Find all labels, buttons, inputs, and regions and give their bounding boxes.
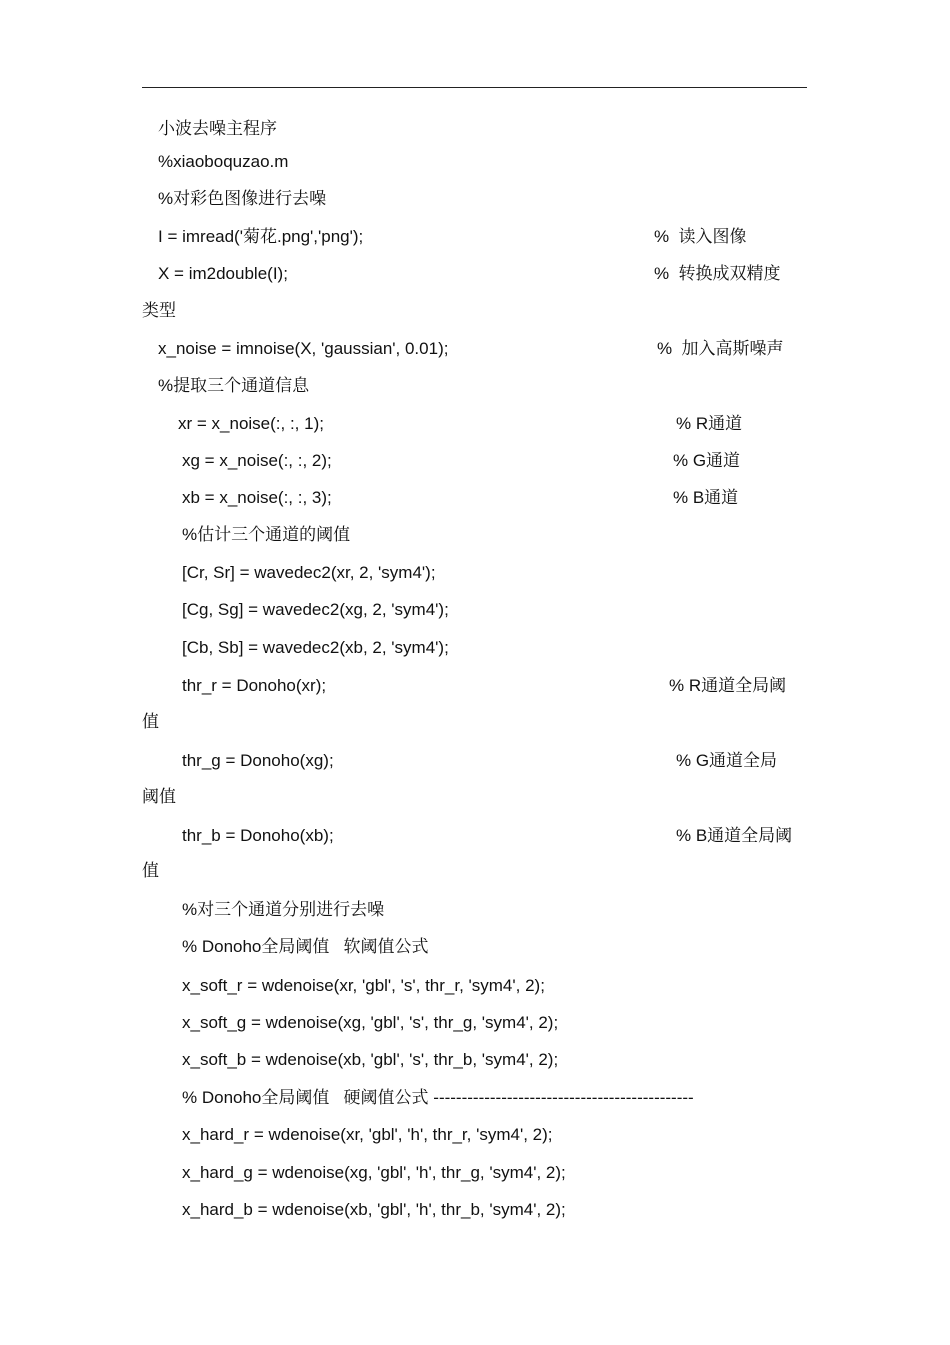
code-line: x_hard_r = wdenoise(xr, 'gbl', 'h', thr_r, 'sym4', 2); [182,1125,553,1144]
header-rule [142,87,807,88]
code-line: x_hard_b = wdenoise(xb, 'gbl', 'h', thr_b, 'sym4', 2); [182,1200,566,1219]
code-comment-line: % Donoho全局阈值 硬阈值公式 ---------------------------------------------- [182,1088,694,1107]
code-line: xr = x_noise(:, :, 1); [178,414,324,433]
code-comment-line: %提取三个通道信息 [158,376,310,395]
inline-comment: % 转换成双精度 [654,264,781,283]
inline-comment: % R通道全局阈 [669,676,787,695]
code-line: xb = x_noise(:, :, 3); [182,488,332,507]
inline-comment: % R通道 [676,414,743,433]
code-line: %xiaoboquzao.m [158,152,289,171]
inline-comment: % G通道全局 [676,751,778,770]
code-line: I = imread('菊花.png','png'); [158,227,364,246]
comment-wrap: 阈值 [142,787,176,806]
code-line: x_soft_b = wdenoise(xb, 'gbl', 's', thr_b, 'sym4', 2); [182,1050,559,1069]
inline-comment: % B通道全局阈 [676,826,793,845]
code-line: X = im2double(I); [158,264,288,283]
inline-comment: % G通道 [673,451,741,470]
inline-comment: % 读入图像 [654,227,747,246]
code-line: xg = x_noise(:, :, 2); [182,451,332,470]
code-line: x_noise = imnoise(X, 'gaussian', 0.01); [158,339,449,358]
code-line: [Cb, Sb] = wavedec2(xb, 2, 'sym4'); [182,638,449,657]
code-line: x_soft_r = wdenoise(xr, 'gbl', 's', thr_r, 'sym4', 2); [182,976,545,995]
inline-comment: % B通道 [673,488,739,507]
code-line: thr_g = Donoho(xg); [182,751,334,770]
code-line: [Cr, Sr] = wavedec2(xr, 2, 'sym4'); [182,563,436,582]
comment-wrap: 值 [142,861,159,880]
code-line: thr_r = Donoho(xr); [182,676,327,695]
code-line: x_soft_g = wdenoise(xg, 'gbl', 's', thr_g, 'sym4', 2); [182,1013,559,1032]
code-line: thr_b = Donoho(xb); [182,826,334,845]
code-comment-line: %对彩色图像进行去噪 [158,189,327,208]
document-title: 小波去噪主程序 [158,119,277,138]
inline-comment: % 加入高斯噪声 [657,339,784,358]
code-line: [Cg, Sg] = wavedec2(xg, 2, 'sym4'); [182,600,449,619]
comment-wrap: 类型 [142,301,176,320]
comment-wrap: 值 [142,712,159,731]
code-comment-line: %估计三个通道的阈值 [182,525,351,544]
code-comment-line: %对三个通道分别进行去噪 [182,900,385,919]
code-line: x_hard_g = wdenoise(xg, 'gbl', 'h', thr_g, 'sym4', 2); [182,1163,566,1182]
code-comment-line: % Donoho全局阈值 软阈值公式 [182,937,429,956]
